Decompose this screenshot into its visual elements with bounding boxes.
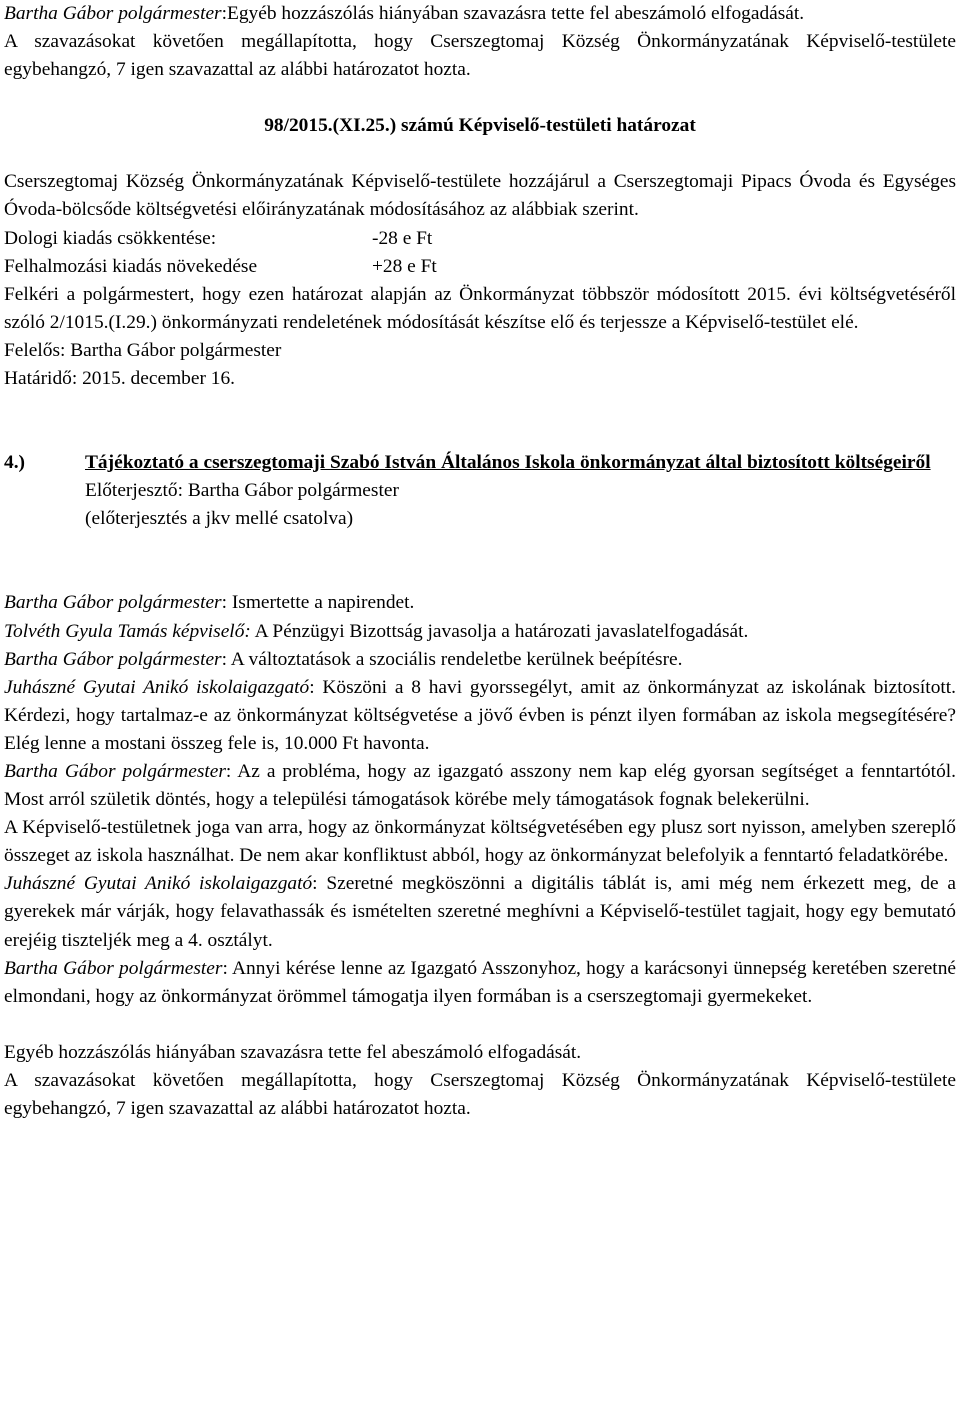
resolution-intro: Cserszegtomaj Község Önkormányzatának Képviselő-testülete hozzájárul a Cserszegtomaji Pipacs Óvoda és Egységes Óvoda-bölcsőde költségvetési előirányzatának módosításához az alábbiak szerint. [4, 171, 956, 221]
discussion-entry [4, 589, 956, 617]
closing-result-paragraph: A szavazásokat követően megállapította, hogy Cserszegtomaj Község Önkormányzatának Képviselő-testülete egybehangzó, 7 igen szavazattal az alábbi határozatot hozta. [4, 1069, 956, 1119]
discussion-entry [4, 758, 956, 814]
resolution-number: 98/2015.(XI.25.) [264, 115, 397, 137]
statement-text: : Szeretné megköszönni a digitális táblát is, ami még nem érkezett meg, de a gyerekek már várják, hogy felavathassák és ismételten szeretné meghívni a Képviselő-testület tagjait, hogy egy bemutató erejéig tiszteljék meg a 4. osztályt. [4, 873, 956, 951]
discussion-entry [4, 955, 956, 1011]
statement-text: : Ismertette a napirendet. [221, 592, 415, 614]
budget-row-label: Felhalmozási kiadás növekedése [4, 255, 258, 277]
attachment-note: (előterjesztés a jkv mellé csatolva) [85, 508, 354, 530]
speaker-name: Bartha Gábor polgármester [4, 760, 226, 782]
statement-text: : Az a probléma, hogy az igazgató asszony nem kap elég gyorsan segítséget a fenntartótól. Most arról születik döntés, hogy a települési támogatások körébe mely támogatások fognak belekerülni. [4, 760, 956, 811]
budget-row-value: +28 e Ft [372, 255, 437, 277]
speaker-name: Bartha Gábor polgármester [4, 648, 222, 670]
discussion-entry [4, 618, 956, 646]
budget-row [4, 225, 956, 253]
presenter-line: Előterjesztő: Bartha Gábor polgármester [85, 480, 399, 502]
agenda-item-heading [4, 449, 956, 477]
speaker-name: Bartha Gábor polgármester [4, 3, 222, 24]
discussion-entry [4, 674, 956, 758]
speaker-name: Juhászné Gyutai Anikó iskolaigazgató [4, 873, 313, 895]
vote-result-paragraph: A szavazásokat követően megállapította, hogy Cserszegtomaj Község Önkormányzatának Képviselő-testülete egybehangzó, 7 igen szavazattal az alábbi határozatot hozta. [4, 31, 956, 81]
speaker-name: Bartha Gábor polgármester [4, 592, 222, 614]
statement-text: A Pénzügyi Bizottság javasolja a határozati javaslatelfogadását. [250, 620, 749, 642]
closing-vote-paragraph: Egyéb hozzászólás hiányában szavazásra tette fel abeszámoló elfogadását. [4, 1041, 582, 1063]
resolution-responsible: Felelős: Bartha Gábor polgármester [4, 339, 282, 361]
agenda-item-number: 4.) [4, 452, 26, 474]
paragraph-text: Egyéb hozzászólás hiányában szavazásra tette fel abeszámoló elfogadását. [227, 3, 805, 24]
statement-text: : A változtatások a szociális rendeletbe kerülnek beépítésre. [221, 648, 683, 670]
resolution-title [4, 112, 956, 140]
speaker-name: Bartha Gábor polgármester [4, 957, 223, 979]
statement-text: : Annyi kérése lenne az Igazgató Asszonyhoz, hogy a karácsonyi ünnepség keretében szeretné elmondani, hogy az önkormányzat örömmel támogatja ilyen formában is a cserszegtomaji gyermekeket. [4, 957, 956, 1007]
resolution-request: Felkéri a polgármestert, hogy ezen határozat alapján az Önkormányzat többször módosított 2015. évi költségvetéséről szóló 2/1015.(I.29.) önkormányzati rendeletének módosítását készítse elő és terjessze a Képviselő-testület elé. [4, 283, 956, 333]
statement-text: : Köszöni a 8 havi gyorssegélyt, amit az önkormányzat az iskolának biztosított. Kérdezi, hogy tartalmaz-e az önkormányzat költségvetése a jövő évben is pénzt ilyen formában az iskola megsegítésére? Elég lenne a mostani összeg fele is, 10.000 Ft havonta. [4, 676, 957, 754]
speaker-name: Juhászné Gyutai Anikó iskolaigazgató [4, 676, 310, 698]
discussion-entry [4, 814, 956, 870]
agenda-item-title: Tájékoztató a cserszegtomaji Szabó István Általános Iskola önkormányzat által biztosított költségeiről [85, 452, 931, 474]
budget-row-label: Dologi kiadás csökkentése: [4, 227, 217, 249]
discussion-entry [4, 646, 956, 674]
speaker-name: Tolvéth Gyula Tamás képviselő: [4, 620, 251, 642]
vote-intro-paragraph: Bartha Gábor polgármester:Egyéb hozzászólás hiányában szavazásra tette fel abeszámoló elfogadását. [4, 3, 805, 24]
discussion-entry [4, 870, 956, 954]
budget-row-value: -28 e Ft [372, 227, 433, 249]
budget-row [4, 253, 956, 281]
resolution-title-rest: számú Képviselő-testületi határozat [401, 115, 696, 137]
resolution-deadline: Határidő: 2015. december 16. [4, 368, 235, 390]
statement-text: A Képviselő-testületnek joga van arra, hogy az önkormányzat költségvetésében egy plusz sort nyisson, amelyben szereplő összeget az iskola használhat. De nem akar konfliktust abból, hogy az önkormányzat belefolyik a fenntartó feladatkörébe. [4, 817, 956, 867]
